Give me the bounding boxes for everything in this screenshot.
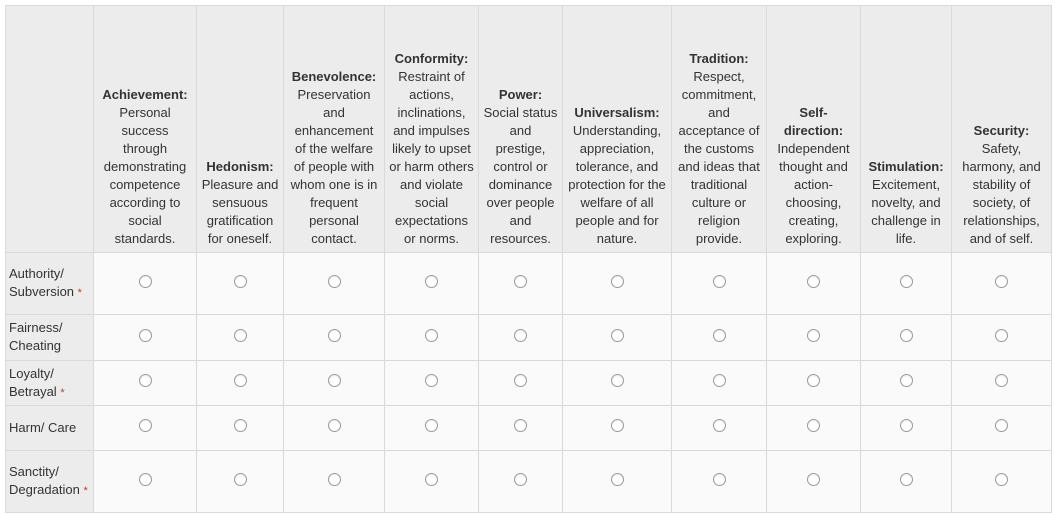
col-desc: Understanding, appreciation, tolerance, and protection for the welfare of all people and for nature. xyxy=(568,123,666,246)
radio-button[interactable] xyxy=(139,473,152,486)
matrix-cell xyxy=(767,253,861,315)
matrix-cell xyxy=(94,406,197,451)
matrix-cell xyxy=(952,361,1052,406)
matrix-cell xyxy=(563,315,672,361)
matrix-cell xyxy=(563,451,672,513)
table-row xyxy=(6,361,1052,406)
radio-button[interactable] xyxy=(328,275,341,288)
matrix-cell xyxy=(952,253,1052,315)
matrix-cell xyxy=(197,315,284,361)
header-row xyxy=(6,6,1052,253)
radio-button[interactable] xyxy=(425,329,438,342)
matrix-cell xyxy=(385,253,479,315)
matrix-cell xyxy=(197,451,284,513)
radio-button[interactable] xyxy=(611,329,624,342)
matrix-cell xyxy=(672,361,767,406)
matrix-cell xyxy=(479,451,563,513)
matrix-cell xyxy=(385,361,479,406)
radio-button[interactable] xyxy=(807,419,820,432)
col-header-self-direction xyxy=(767,6,861,253)
radio-button[interactable] xyxy=(514,374,527,387)
radio-button[interactable] xyxy=(995,275,1008,288)
radio-button[interactable] xyxy=(425,419,438,432)
radio-button[interactable] xyxy=(995,329,1008,342)
radio-button[interactable] xyxy=(611,419,624,432)
matrix-cell xyxy=(284,315,385,361)
radio-button[interactable] xyxy=(713,473,726,486)
radio-button[interactable] xyxy=(234,275,247,288)
row-label xyxy=(6,451,94,513)
row-label xyxy=(6,361,94,406)
matrix-cell xyxy=(672,451,767,513)
radio-button[interactable] xyxy=(713,329,726,342)
matrix-cell xyxy=(479,406,563,451)
matrix-cell xyxy=(94,451,197,513)
matrix-cell xyxy=(284,253,385,315)
row-label xyxy=(6,315,94,361)
matrix-cell xyxy=(284,361,385,406)
col-desc: Pleasure and sensuous gratification for oneself. xyxy=(201,177,279,246)
radio-button[interactable] xyxy=(234,374,247,387)
matrix-cell xyxy=(563,406,672,451)
col-header-security xyxy=(952,6,1052,253)
radio-button[interactable] xyxy=(900,329,913,342)
radio-button[interactable] xyxy=(328,473,341,486)
matrix-cell xyxy=(94,253,197,315)
radio-button[interactable] xyxy=(328,374,341,387)
radio-button[interactable] xyxy=(611,374,624,387)
required-asterisk: * xyxy=(60,386,65,399)
col-title: Conformity: xyxy=(394,51,469,66)
radio-button[interactable] xyxy=(995,473,1008,486)
radio-button[interactable] xyxy=(807,374,820,387)
row-label-text: Sanctity/ Degradation xyxy=(9,464,80,497)
col-header-achievement xyxy=(94,6,197,253)
table-row xyxy=(6,451,1052,513)
radio-button[interactable] xyxy=(611,473,624,486)
matrix-cell xyxy=(952,315,1052,361)
required-asterisk: * xyxy=(77,287,82,299)
matrix-cell xyxy=(767,315,861,361)
matrix-cell xyxy=(385,406,479,451)
table-row xyxy=(6,253,1052,315)
matrix-body xyxy=(6,253,1052,513)
col-header-universalism xyxy=(563,6,672,253)
col-title: Self-direction: xyxy=(783,105,844,138)
col-desc: Preservation and enhancement of the welfare of people with whom one is in frequent personal contact. xyxy=(290,87,378,246)
col-header-power xyxy=(479,6,563,253)
matrix-cell xyxy=(672,315,767,361)
radio-button[interactable] xyxy=(807,275,820,288)
matrix-cell xyxy=(672,253,767,315)
table-row xyxy=(6,315,1052,361)
radio-button[interactable] xyxy=(139,374,152,387)
matrix-cell xyxy=(767,406,861,451)
matrix-cell xyxy=(861,406,952,451)
matrix-cell xyxy=(952,406,1052,451)
col-desc: Safety, harmony, and stability of society, of relationships, and of self. xyxy=(962,141,1041,246)
corner-cell xyxy=(6,6,94,253)
radio-button[interactable] xyxy=(995,419,1008,432)
table-row xyxy=(6,406,1052,451)
radio-button[interactable] xyxy=(234,419,247,432)
col-title: Tradition: xyxy=(689,51,749,66)
matrix-cell xyxy=(479,253,563,315)
matrix-cell xyxy=(767,451,861,513)
radio-button[interactable] xyxy=(611,275,624,288)
radio-button[interactable] xyxy=(514,275,527,288)
radio-button[interactable] xyxy=(425,374,438,387)
matrix-cell xyxy=(861,361,952,406)
col-title: Benevolence: xyxy=(291,69,377,84)
col-title: Hedonism: xyxy=(206,159,274,174)
matrix-cell xyxy=(563,253,672,315)
matrix-cell xyxy=(861,315,952,361)
row-label-text: Harm/ Care xyxy=(9,419,77,435)
radio-button[interactable] xyxy=(900,419,913,432)
radio-button[interactable] xyxy=(234,329,247,342)
matrix-cell xyxy=(767,361,861,406)
matrix-cell xyxy=(861,253,952,315)
col-desc: Independent thought and action-choosing, creating, exploring. xyxy=(777,141,850,246)
row-label xyxy=(6,253,94,315)
matrix-cell xyxy=(94,315,197,361)
radio-button[interactable] xyxy=(328,419,341,432)
matrix-cell xyxy=(563,361,672,406)
matrix-cell xyxy=(197,406,284,451)
radio-button[interactable] xyxy=(995,374,1008,387)
col-header-stimulation xyxy=(861,6,952,253)
col-desc: Excitement, novelty, and challenge in life. xyxy=(871,177,941,246)
row-label xyxy=(6,406,94,451)
radio-button[interactable] xyxy=(713,419,726,432)
matrix-cell xyxy=(672,406,767,451)
radio-button[interactable] xyxy=(328,329,341,342)
radio-button[interactable] xyxy=(900,374,913,387)
matrix-cell xyxy=(284,406,385,451)
matrix-cell xyxy=(385,451,479,513)
col-header-benevolence xyxy=(284,6,385,253)
radio-button[interactable] xyxy=(425,275,438,288)
matrix-cell xyxy=(197,253,284,315)
matrix-cell xyxy=(94,361,197,406)
col-desc: Respect, commitment, and acceptance of the customs and ideas that traditional culture or religion provide. xyxy=(678,69,760,246)
radio-button[interactable] xyxy=(514,473,527,486)
matrix-cell xyxy=(479,315,563,361)
radio-button[interactable] xyxy=(807,329,820,342)
col-title: Achievement: xyxy=(102,87,188,102)
radio-button[interactable] xyxy=(139,275,152,288)
col-title: Power: xyxy=(498,87,543,102)
radio-button[interactable] xyxy=(514,419,527,432)
radio-button[interactable] xyxy=(900,473,913,486)
col-title: Security: xyxy=(973,123,1030,138)
radio-button[interactable] xyxy=(713,275,726,288)
row-label-text: Fairness/ Cheating xyxy=(9,320,63,353)
radio-button[interactable] xyxy=(234,473,247,486)
radio-button[interactable] xyxy=(713,374,726,387)
row-label-text: Loyalty/ Betrayal xyxy=(9,365,57,399)
col-title: Universalism: xyxy=(574,105,660,120)
value-matrix-table xyxy=(5,5,1052,513)
radio-button[interactable] xyxy=(514,329,527,342)
radio-button[interactable] xyxy=(139,419,152,432)
col-header-hedonism xyxy=(197,6,284,253)
radio-button[interactable] xyxy=(425,473,438,486)
matrix-cell xyxy=(952,451,1052,513)
matrix-cell xyxy=(385,315,479,361)
col-desc: Personal success through demonstrating competence according to social standards. xyxy=(103,105,187,246)
col-header-tradition xyxy=(672,6,767,253)
col-title: Stimulation: xyxy=(868,159,944,174)
col-header-conformity xyxy=(385,6,479,253)
row-label-text: Authority/ Subversion xyxy=(9,266,75,299)
col-desc: Social status and prestige, control or dominance over people and resources. xyxy=(483,105,558,246)
radio-button[interactable] xyxy=(139,329,152,342)
matrix-cell xyxy=(861,451,952,513)
matrix-cell xyxy=(284,451,385,513)
required-asterisk: * xyxy=(83,485,88,497)
matrix-cell xyxy=(479,361,563,406)
radio-button[interactable] xyxy=(807,473,820,486)
radio-button[interactable] xyxy=(900,275,913,288)
col-desc: Restraint of actions, inclinations, and impulses likely to upset or harm others and violate social expectations or norms. xyxy=(389,69,474,246)
matrix-cell xyxy=(197,361,284,406)
